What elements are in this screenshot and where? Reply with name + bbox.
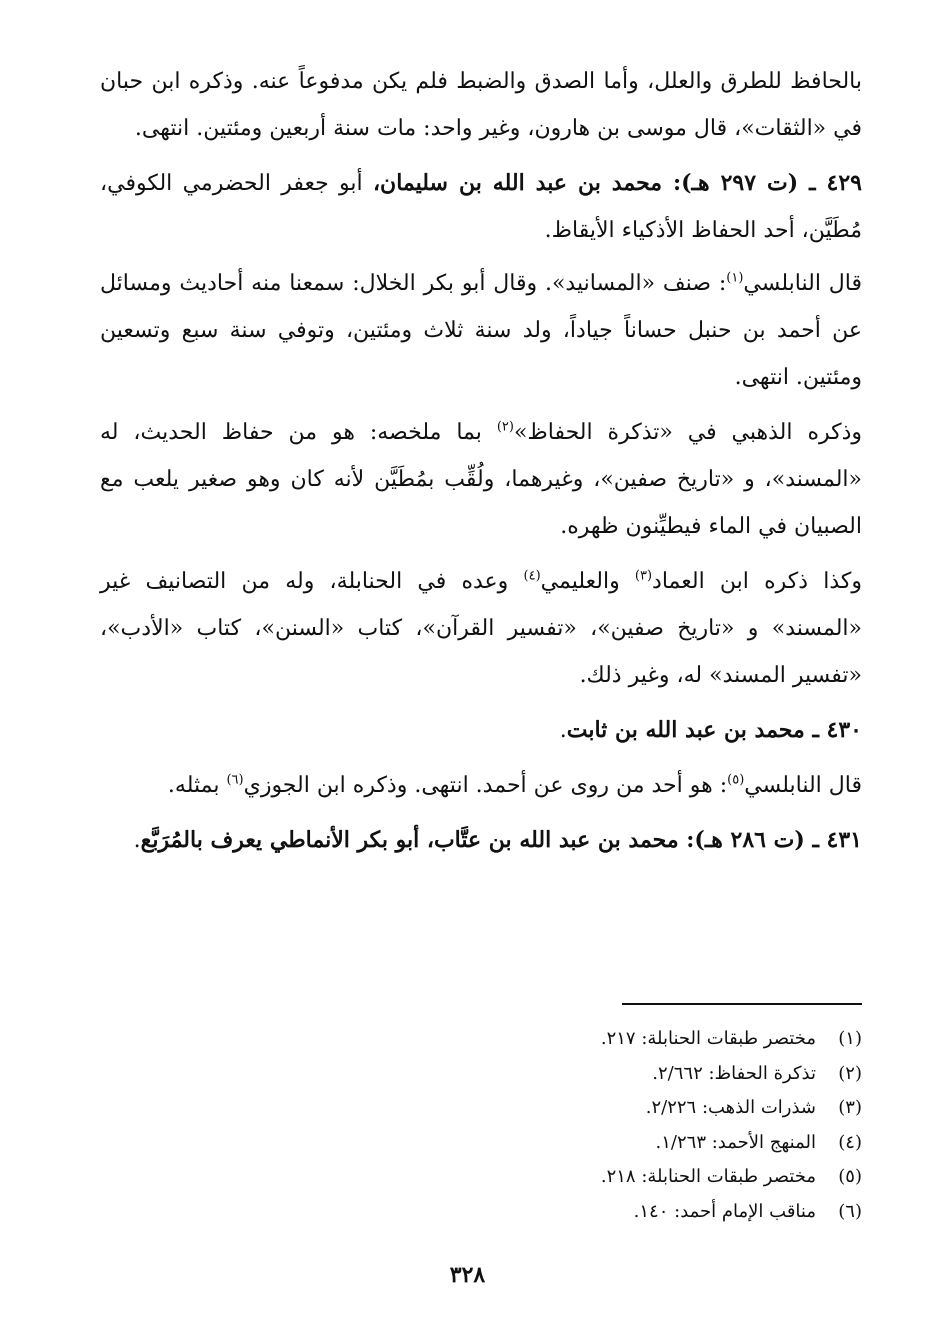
entry-text: أبو جعفر الحضرمي الكوفي، مُطَيَّن، أحد الحفاظ الأذكياء الأيقاظ. xyxy=(100,171,862,243)
paragraph-text: : هو أحد من روى عن أحمد. انتهى. وذكره ابن الجوزي xyxy=(243,773,728,798)
footnote-text: مختصر طبقات الحنابلة: ٢١٨. xyxy=(600,1166,816,1187)
paragraph-text: وذكره الذهبي في «تذكرة الحفاظ» xyxy=(513,420,862,445)
paragraph-text: : صنف «المسانيد». وقال أبو بكر الخلال: سمعنا منه أحاديث ومسائل عن أحمد بن حنبل حساناً جياداً، ولد سنة ثلاث ومئتين، وتوفي سنة سبع وتسعين ومئتين. انتهى. xyxy=(100,271,862,390)
footnote-ref[interactable]: (٢) xyxy=(496,419,514,435)
paragraph-text: قال النابلسي xyxy=(743,271,863,296)
paragraph-text: قال النابلسي xyxy=(744,773,862,798)
footnote-ref[interactable]: (٦) xyxy=(226,772,244,788)
paragraph-text: بالحافظ للطرق والعلل، وأما الصدق والضبط فلم يكن مدفوعاً عنه. وذكره ابن حبان في «الثقات»، قال موسى بن هارون، وغير واحد: مات سنة أربعين ومئتين. انتهى. xyxy=(100,69,862,141)
entry-429 xyxy=(100,160,862,254)
footnote-4 xyxy=(502,1126,862,1161)
footnote-ref[interactable]: (٤) xyxy=(523,568,541,584)
paragraph-text: وعده في الحنابلة، وله من التصانيف غير «المسند» و «تاريخ صفين»، «تفسير القرآن»، كتاب «السنن»، كتاب «الأدب»، «تفسير المسند» له، وغير ذلك. xyxy=(100,569,862,688)
footnote-text: مناقب الإمام أحمد: ١٤٠. xyxy=(633,1200,816,1222)
entry-heading: ٤٢٩ ـ (ت ٢٩٧ هـ): محمد بن عبد الله بن سليمان، xyxy=(372,170,862,196)
footnote-text: المنهج الأحمد: ١/٢٦٣. xyxy=(655,1131,816,1153)
footnote-text: شذرات الذهب: ٢/٢٢٦. xyxy=(645,1097,816,1118)
entry-430 xyxy=(100,707,862,754)
page-body xyxy=(100,58,862,872)
footnote-6 xyxy=(502,1195,862,1230)
paragraph-intro xyxy=(100,58,862,152)
paragraph-dhahabi xyxy=(100,409,862,550)
footnote-2 xyxy=(502,1057,862,1092)
footnote-3 xyxy=(502,1091,862,1126)
footnote-number: (٢) xyxy=(838,1062,862,1084)
footnote-text: مختصر طبقات الحنابلة: ٢١٧. xyxy=(600,1028,816,1049)
footnote-text: تذكرة الحفاظ: ٢/٦٦٢. xyxy=(652,1062,816,1084)
entry-text: . xyxy=(559,718,567,743)
footnote-separator xyxy=(622,1003,862,1005)
paragraph-text: وكذا ذكره ابن العماد xyxy=(652,569,862,594)
paragraph-text: والعليمي xyxy=(540,569,635,594)
paragraph-text: بما ملخصه: هو من حفاظ الحديث، له «المسند»، و «تاريخ صفين»، وغيرهما، ولُقِّب بمُطَيَّن لأنه كان وهو صغير يلعب مع الصبيان في الماء فيطيِّنون ظهره. xyxy=(100,420,862,539)
footnote-number: (٥) xyxy=(838,1166,862,1187)
footnote-number: (٣) xyxy=(838,1097,862,1118)
footnote-ref[interactable]: (٥) xyxy=(727,772,745,788)
footnote-ref[interactable]: (٣) xyxy=(634,568,653,584)
footnotes xyxy=(502,1022,862,1229)
footnote-number: (٤) xyxy=(838,1131,862,1153)
page-number: ٣٢٨ xyxy=(449,1262,486,1288)
entry-431 xyxy=(100,817,862,864)
footnote-5 xyxy=(502,1160,862,1195)
footnote-number: (١) xyxy=(838,1028,862,1049)
footnote-number: (٦) xyxy=(838,1200,862,1222)
paragraph-nabulsi-1 xyxy=(100,260,862,401)
footnote-1 xyxy=(502,1022,862,1057)
paragraph-text: بمثله. xyxy=(167,773,227,798)
entry-text: . xyxy=(133,828,141,853)
footnote-ref[interactable]: (١) xyxy=(726,270,744,286)
entry-heading: ٤٣١ ـ (ت ٢٨٦ هـ): محمد بن عبد الله بن عتَّاب، أبو بكر الأنماطي يعرف بالمُرَبَّع xyxy=(140,827,862,853)
paragraph-ibn-imad xyxy=(100,558,862,699)
entry-heading: ٤٣٠ ـ محمد بن عبد الله بن ثابت xyxy=(566,717,862,743)
paragraph-nabulsi-2 xyxy=(100,762,862,809)
